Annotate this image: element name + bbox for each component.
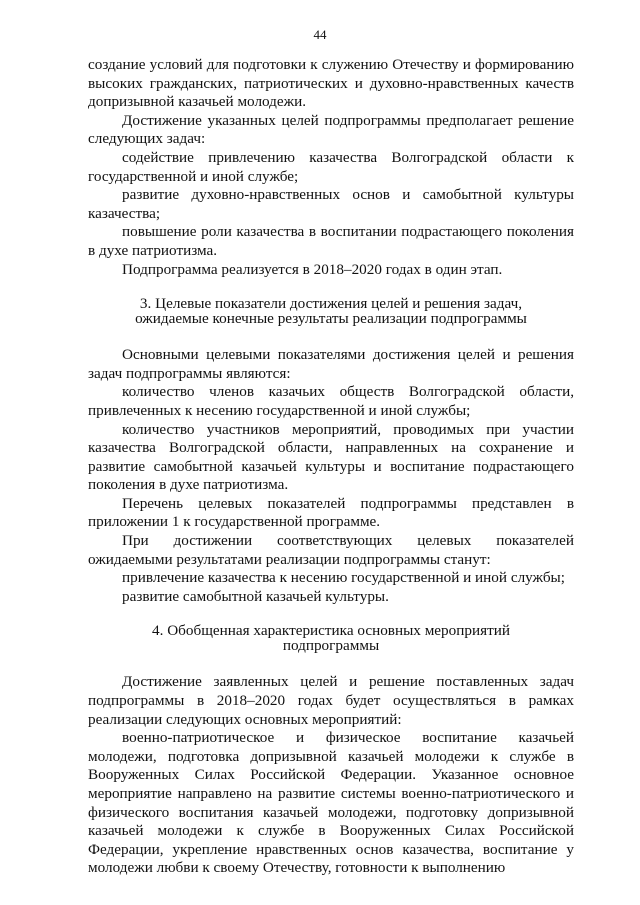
heading-line: подпрограммы <box>282 637 380 655</box>
page-number: 44 <box>313 27 327 42</box>
paragraph: Основными целевыми показателями достижения целей и решения задач подпрограммы являются: <box>88 346 574 382</box>
list-item: привлечение казачества к несению государственной и иной службы; <box>122 569 565 587</box>
heading-line: ожидаемые конечные результаты реализации подпрограммы <box>135 310 527 328</box>
paragraph: создание условий для подготовки к служению Отечеству и формированию высоких гражданских, патриотических и духовно-нравственных качеств допризывной казачьей молодежи. <box>88 56 574 111</box>
paragraph: Достижение заявленных целей и решение поставленных задач подпрограммы в 2018–2020 годах будет осуществляться в рамках реализации следующих основных мероприятий: <box>88 673 574 728</box>
paragraph: Перечень целевых показателей подпрограммы представлен в приложении 1 к государственной программе. <box>88 494 574 531</box>
section-3-heading <box>88 296 574 326</box>
paragraph: Достижение указанных целей подпрограммы предполагает решение следующих задач: <box>88 111 574 148</box>
paragraph: военно-патриотическое и физическое воспитание казачьей молодежи, подготовка допризывной казачьей молодежи к службе в Вооруженных Силах Российской Федерации. Указанное основное мероприятие направлено на развитие системы военно-патриотического и физического воспитания казачьей молодежи, подготовку допризывной казачьей молодежи к службе в Вооруженных Силах Российской Федерации, укрепление нравственных основ казачества, воспитание у молодежи любви к своему Отечеству, готовности к выполнению <box>88 729 574 877</box>
paragraph: Подпрограмма реализуется в 2018–2020 годах в один этап. <box>122 260 503 278</box>
list-item: содействие привлечению казачества Волгоградской области к государственной и иной службе; <box>88 148 574 185</box>
heading-line: 4. Обобщенная характеристика основных мероприятий <box>152 622 510 640</box>
document-body <box>88 56 574 878</box>
list-item: повышение роли казачества в воспитании подрастающего поколения в духе патриотизма. <box>88 223 574 259</box>
list-item: развитие самобытной казачьей культуры. <box>122 587 389 605</box>
list-item: количество членов казачьих обществ Волгоградской области, привлеченных к несению государственной и иной службы; <box>88 383 574 419</box>
list-item: развитие духовно-нравственных основ и самобытной культуры казачества; <box>88 186 574 222</box>
section-4-heading <box>88 623 574 653</box>
paragraph: При достижении соответствующих целевых показателей ожидаемыми результатами реализации подпрограммы станут: <box>88 532 574 568</box>
heading-line: 3. Целевые показатели достижения целей и решения задач, <box>139 295 523 313</box>
list-item: количество участников мероприятий, проводимых при участии казачества Волгоградской области, направленных на сохранение и развитие самобытной казачьей культуры и воспитание подрастающего поколения в духе патриотизма. <box>88 420 574 494</box>
